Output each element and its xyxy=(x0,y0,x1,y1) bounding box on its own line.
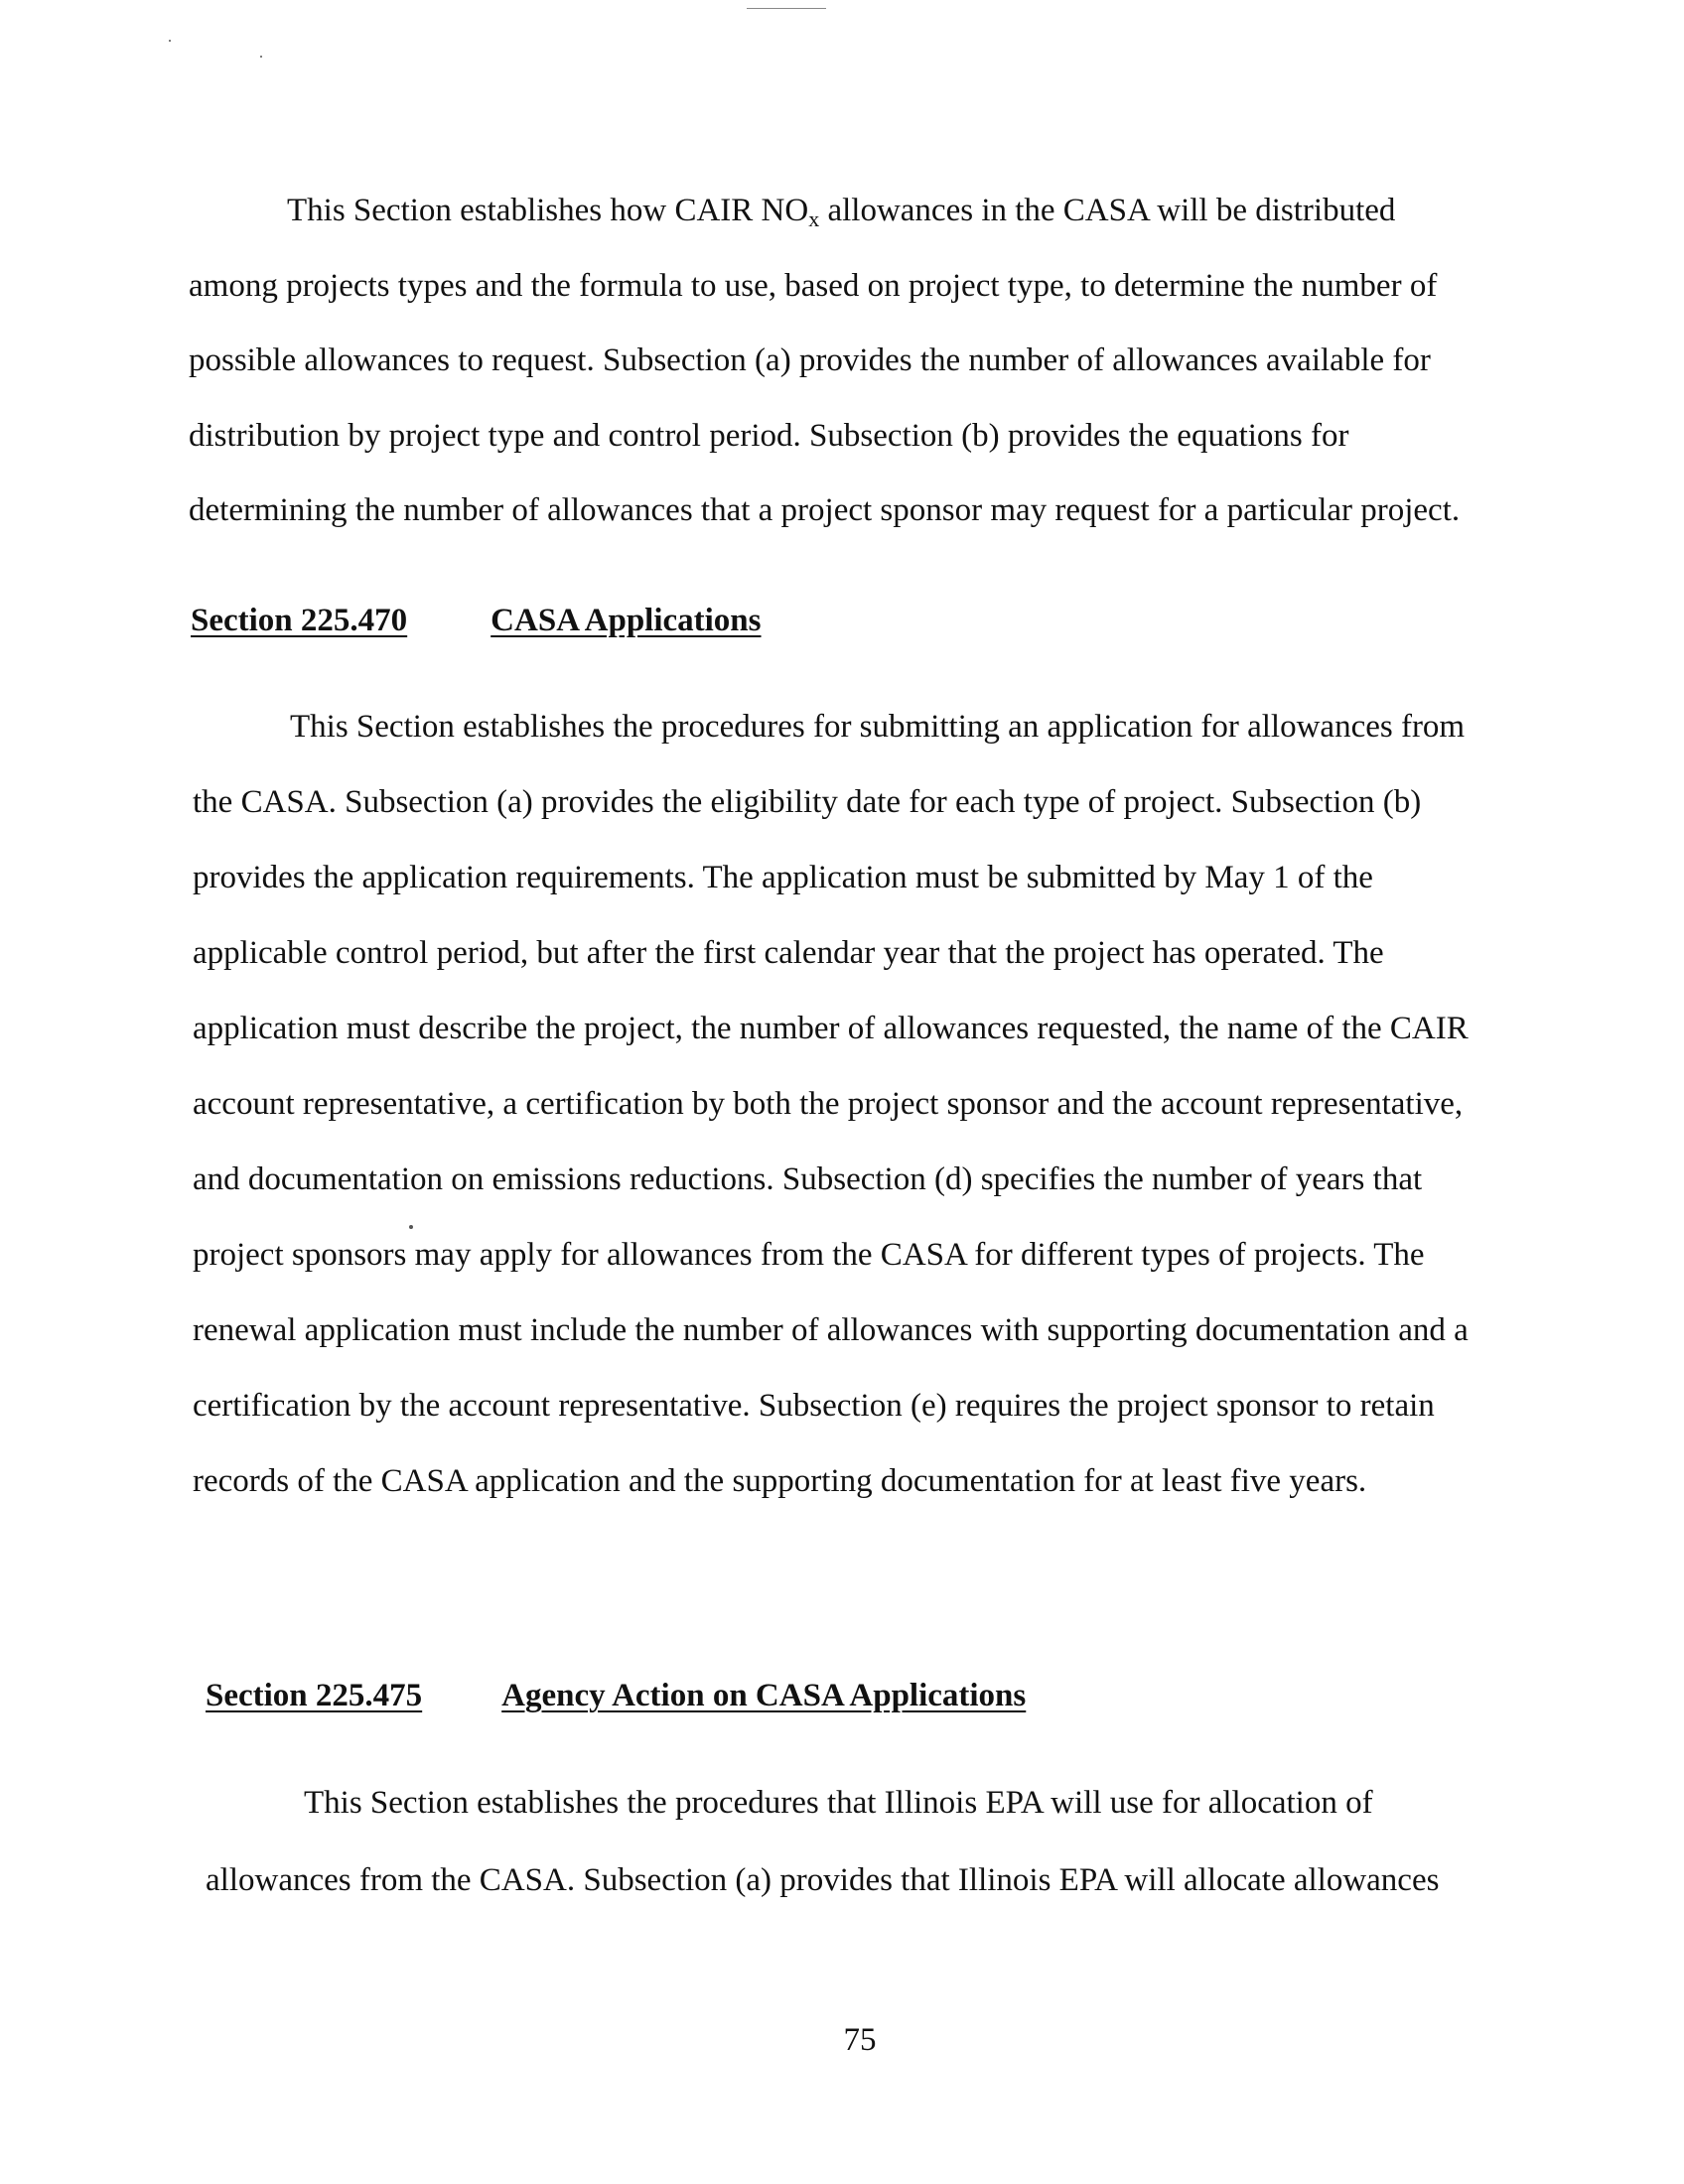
section-475-number: Section 225.475 xyxy=(206,1678,423,1713)
section-470-line-5: application must describe the project, the number of allowances requested, the name of the CAIR xyxy=(193,1011,1469,1046)
scan-speck xyxy=(409,1225,413,1229)
section-470-number: Section 225.470 xyxy=(191,603,408,638)
section-470-line-2: the CASA. Subsection (a) provides the eligibility date for each type of project. Subsection (b) xyxy=(193,784,1422,820)
section-475-heading xyxy=(206,1676,1026,1715)
intro-line-3: possible allowances to request. Subsection (a) provides the number of allowances available for xyxy=(189,342,1431,378)
nox-subscript: x xyxy=(808,206,820,231)
page-number: 75 xyxy=(843,2022,877,2058)
section-475-line-2: allowances from the CASA. Subsection (a) provides that Illinois EPA will allocate allowances xyxy=(206,1862,1440,1898)
scan-artifact-top xyxy=(747,8,826,9)
intro-line-5: determining the number of allowances that a project sponsor may request for a particular project. xyxy=(189,492,1461,528)
section-470-line-6: account representative, a certification by both the project sponsor and the account representative, xyxy=(193,1086,1464,1122)
section-470-line-3: provides the application requirements. The application must be submitted by May 1 of the xyxy=(193,860,1373,895)
scan-speck xyxy=(169,40,171,42)
section-470-heading xyxy=(191,601,762,640)
intro-line-1: This Section establishes how CAIR $NO_x$ allowances in the CASA will be distributed xyxy=(287,193,1396,231)
section-475-line-1: This Section establishes the procedures that Illinois EPA will use for allocation of xyxy=(304,1785,1373,1821)
section-470-line-1: This Section establishes the procedures for submitting an application for allowances from xyxy=(290,709,1466,745)
scan-speck xyxy=(260,56,262,58)
section-475-title: Agency Action on CASA Applications xyxy=(501,1678,1027,1713)
section-470-line-9: renewal application must include the number of allowances with supporting documentation and a xyxy=(193,1312,1469,1348)
intro-line-2: among projects types and the formula to use, based on project type, to determine the number of xyxy=(189,268,1438,304)
section-470-line-7: and documentation on emissions reductions. Subsection (d) specifies the number of years that xyxy=(193,1161,1423,1197)
intro-line-4: distribution by project type and control period. Subsection (b) provides the equations for xyxy=(189,418,1349,454)
section-470-line-8: project sponsors may apply for allowances from the CASA for different types of projects. The xyxy=(193,1237,1425,1273)
section-470-title: CASA Applications xyxy=(491,603,762,638)
section-470-line-4: applicable control period, but after the first calendar year that the project has operated. The xyxy=(193,935,1384,971)
section-470-line-11: records of the CASA application and the supporting documentation for at least five years. xyxy=(193,1463,1367,1499)
section-470-line-10: certification by the account representative. Subsection (e) requires the project sponsor to retain xyxy=(193,1388,1435,1424)
